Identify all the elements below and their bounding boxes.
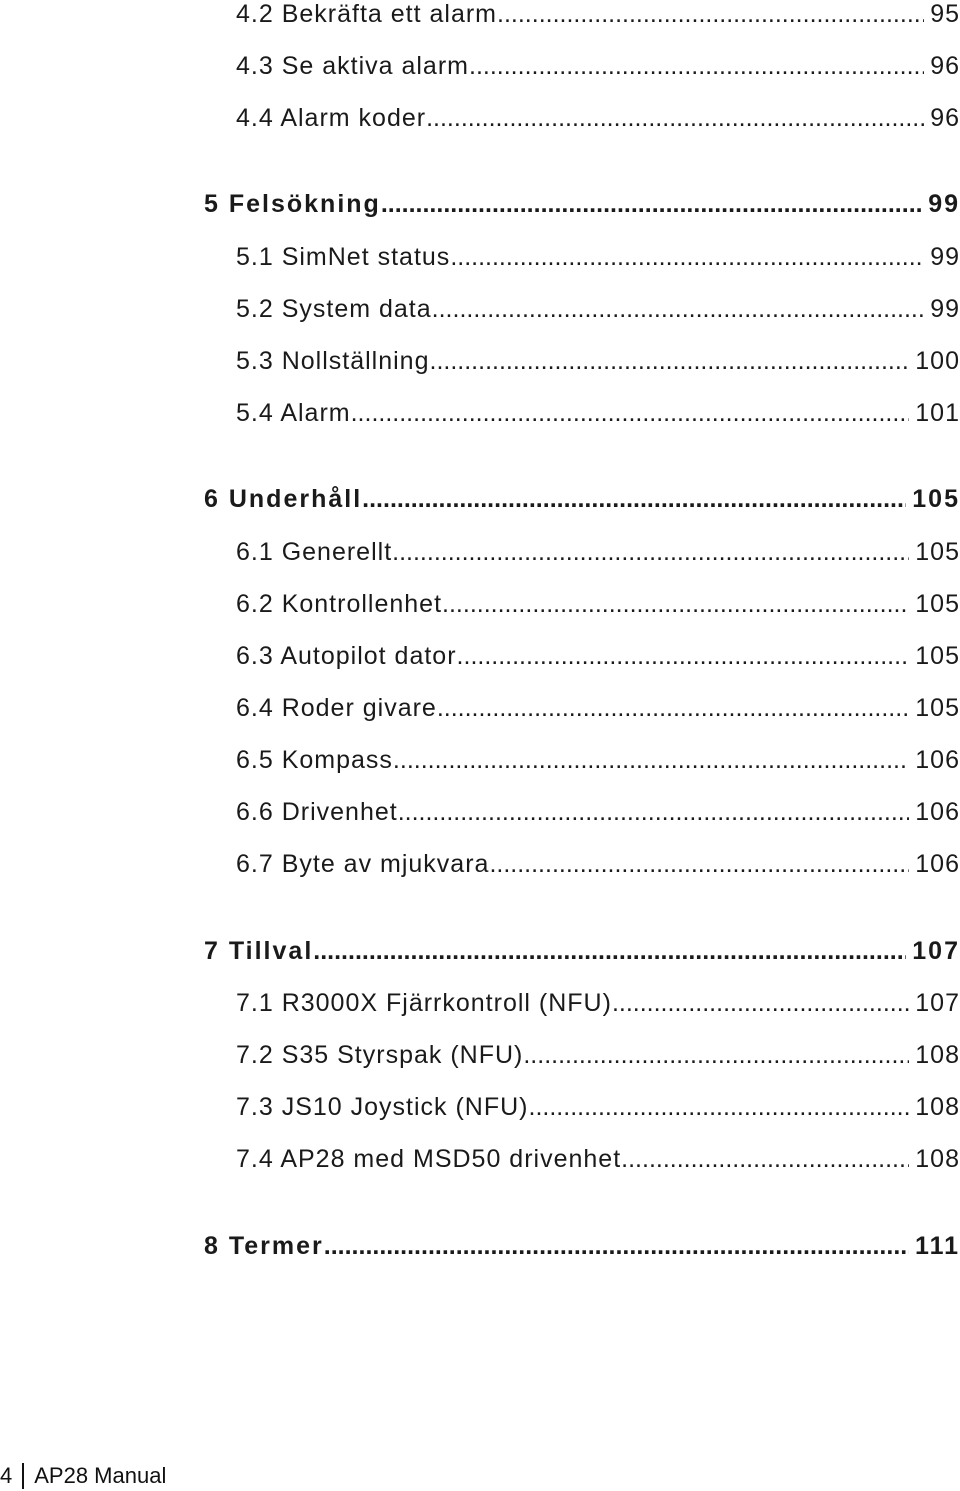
toc-entry[interactable] bbox=[236, 104, 960, 138]
toc-entry[interactable] bbox=[236, 347, 960, 381]
toc-entry-page: 101 bbox=[915, 399, 960, 427]
toc-entry-page: 99 bbox=[928, 190, 960, 218]
toc-chapter-entry[interactable] bbox=[204, 1232, 960, 1266]
toc-entry-label: 6 Underhåll bbox=[204, 485, 363, 513]
toc-entry-label: 6.2 Kontrollenhet bbox=[236, 590, 443, 618]
toc-entry[interactable] bbox=[236, 399, 960, 433]
toc-entry-page: 105 bbox=[915, 538, 960, 566]
toc-dot-leader bbox=[612, 989, 909, 1018]
toc-entry-label: 5 Felsökning bbox=[204, 190, 381, 218]
toc-dot-leader bbox=[523, 1041, 909, 1070]
toc-dot-leader bbox=[392, 538, 909, 567]
toc-entry-page: 106 bbox=[915, 746, 960, 774]
toc-entry-label: 7.2 S35 Styrspak (NFU) bbox=[236, 1041, 524, 1069]
toc-entry-page: 108 bbox=[915, 1041, 960, 1069]
toc-entry-page: 105 bbox=[912, 485, 960, 513]
toc-dot-leader bbox=[529, 1093, 910, 1122]
toc-dot-leader bbox=[381, 190, 922, 219]
toc-entry-page: 106 bbox=[915, 798, 960, 826]
toc-entry-page: 105 bbox=[915, 590, 960, 618]
toc-entry-label: 5.4 Alarm bbox=[236, 399, 351, 427]
toc-chapter-entry[interactable] bbox=[204, 937, 960, 971]
toc-entry[interactable] bbox=[236, 746, 960, 780]
toc-entry[interactable] bbox=[236, 0, 960, 34]
toc-entry-label: 5.3 Nollställning bbox=[236, 347, 430, 375]
toc-entry-label: 6.5 Kompass bbox=[236, 746, 393, 774]
toc-dot-leader bbox=[393, 746, 909, 775]
toc-dot-leader bbox=[430, 347, 910, 376]
toc-entry[interactable] bbox=[236, 694, 960, 728]
toc-dot-leader bbox=[324, 1232, 909, 1261]
toc-entry-page: 108 bbox=[915, 1093, 960, 1121]
toc-dot-leader bbox=[437, 694, 909, 723]
toc-entry[interactable] bbox=[236, 538, 960, 572]
toc-entry-page: 108 bbox=[915, 1145, 960, 1173]
toc-entry-label: 6.3 Autopilot dator bbox=[236, 642, 457, 670]
toc-chapter-entry[interactable] bbox=[204, 485, 960, 519]
toc-entry-label: 4.4 Alarm koder bbox=[236, 104, 427, 132]
toc-entry-page: 106 bbox=[915, 850, 960, 878]
toc-dot-leader bbox=[432, 295, 925, 324]
toc-entry-page: 96 bbox=[930, 104, 960, 132]
toc-entry[interactable] bbox=[236, 850, 960, 884]
toc-dot-leader bbox=[313, 937, 906, 966]
toc-dot-leader bbox=[351, 399, 910, 428]
page-footer bbox=[0, 1461, 166, 1491]
toc-dot-leader bbox=[450, 243, 924, 272]
toc-entry[interactable] bbox=[236, 243, 960, 277]
toc-entry-label: 6.7 Byte av mjukvara bbox=[236, 850, 490, 878]
toc-entry[interactable] bbox=[236, 1145, 960, 1179]
toc-dot-leader bbox=[442, 590, 909, 619]
toc-dot-leader bbox=[489, 850, 909, 879]
toc-entry-label: 6.6 Drivenhet bbox=[236, 798, 398, 826]
toc-entry-page: 107 bbox=[912, 937, 960, 965]
toc-entry[interactable] bbox=[236, 642, 960, 676]
toc-entry-page: 107 bbox=[915, 989, 960, 1017]
toc-entry-page: 111 bbox=[915, 1232, 960, 1260]
toc-dot-leader bbox=[469, 52, 924, 81]
toc-entry-label: 4.2 Bekräfta ett alarm bbox=[236, 0, 498, 28]
toc-chapter-entry[interactable] bbox=[204, 190, 960, 224]
toc-entry-label: 7.1 R3000X Fjärrkontroll (NFU) bbox=[236, 989, 612, 1017]
toc-entry-label: 6.4 Roder givare bbox=[236, 694, 437, 722]
toc-entry[interactable] bbox=[236, 590, 960, 624]
toc-entry-page: 105 bbox=[915, 642, 960, 670]
toc-entry-page: 99 bbox=[930, 295, 960, 323]
toc-entry[interactable] bbox=[236, 295, 960, 329]
toc-entry-label: 6.1 Generellt bbox=[236, 538, 393, 566]
toc-entry-page: 105 bbox=[915, 694, 960, 722]
toc-dot-leader bbox=[497, 0, 924, 29]
toc-dot-leader bbox=[457, 642, 910, 671]
toc-entry-label: 8 Termer bbox=[204, 1232, 324, 1260]
toc-entry-label: 7.3 JS10 Joystick (NFU) bbox=[236, 1093, 529, 1121]
toc-entry-page: 100 bbox=[915, 347, 960, 375]
toc-dot-leader bbox=[362, 485, 906, 514]
toc-dot-leader bbox=[621, 1145, 909, 1174]
toc-entry[interactable] bbox=[236, 1093, 960, 1127]
toc-entry-label: 5.1 SimNet status bbox=[236, 243, 451, 271]
toc-entry[interactable] bbox=[236, 989, 960, 1023]
toc-entry-page: 99 bbox=[930, 243, 960, 271]
toc-dot-leader bbox=[426, 104, 924, 133]
footer-page-number: 4 bbox=[0, 1463, 13, 1488]
footer-title: AP28 Manual bbox=[34, 1463, 167, 1488]
footer-divider bbox=[22, 1463, 24, 1489]
toc-entry[interactable] bbox=[236, 798, 960, 832]
toc-entry[interactable] bbox=[236, 52, 960, 86]
toc-entry-label: 7 Tillval bbox=[204, 937, 314, 965]
toc-entry-page: 95 bbox=[930, 0, 960, 28]
toc-entry-label: 7.4 AP28 med MSD50 drivenhet bbox=[236, 1145, 622, 1173]
toc-entry-page: 96 bbox=[930, 52, 960, 80]
toc-entry-label: 4.3 Se aktiva alarm bbox=[236, 52, 469, 80]
toc-entry-label: 5.2 System data bbox=[236, 295, 432, 323]
toc-entry[interactable] bbox=[236, 1041, 960, 1075]
toc-dot-leader bbox=[398, 798, 910, 827]
